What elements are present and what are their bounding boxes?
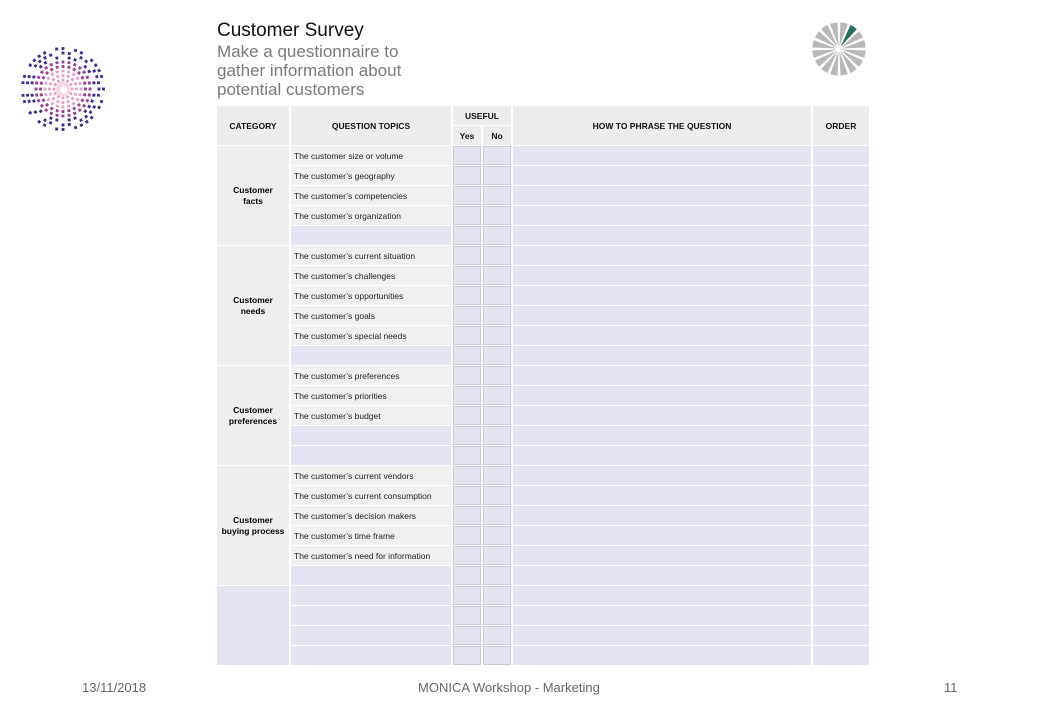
- question-topic-cell[interactable]: [291, 646, 451, 665]
- phrase-input-cell[interactable]: [513, 506, 811, 525]
- order-input-cell[interactable]: [813, 426, 869, 445]
- question-topic-cell: The customer’s budget: [291, 406, 451, 425]
- header-useful: USEFUL: [453, 106, 511, 125]
- useful-yes-checkbox[interactable]: [453, 306, 481, 325]
- useful-yes-checkbox[interactable]: [453, 386, 481, 405]
- useful-no-checkbox[interactable]: [483, 566, 511, 585]
- phrase-input-cell[interactable]: [513, 486, 811, 505]
- category-cell: Customer preferences: [217, 366, 289, 465]
- useful-yes-checkbox[interactable]: [453, 406, 481, 425]
- order-input-cell[interactable]: [813, 166, 869, 185]
- table-row: [217, 606, 869, 625]
- phrase-input-cell[interactable]: [513, 346, 811, 365]
- useful-no-checkbox[interactable]: [483, 606, 511, 625]
- useful-yes-checkbox[interactable]: [453, 546, 481, 565]
- useful-no-checkbox[interactable]: [483, 346, 511, 365]
- useful-yes-checkbox[interactable]: [453, 286, 481, 305]
- table-row: [217, 506, 869, 525]
- useful-no-checkbox[interactable]: [483, 246, 511, 265]
- useful-no-checkbox[interactable]: [483, 306, 511, 325]
- useful-no-checkbox[interactable]: [483, 646, 511, 665]
- order-input-cell[interactable]: [813, 606, 869, 625]
- phrase-input-cell[interactable]: [513, 546, 811, 565]
- question-topic-cell: The customer’s time frame: [291, 526, 451, 545]
- question-topic-cell[interactable]: [291, 426, 451, 445]
- table-row: [217, 346, 869, 365]
- question-topic-cell[interactable]: [291, 606, 451, 625]
- table-row: [217, 426, 869, 445]
- useful-no-checkbox[interactable]: [483, 486, 511, 505]
- useful-no-checkbox[interactable]: [483, 286, 511, 305]
- phrase-input-cell[interactable]: [513, 426, 811, 445]
- useful-no-checkbox[interactable]: [483, 186, 511, 205]
- table-row: [217, 466, 869, 485]
- phrase-input-cell[interactable]: [513, 626, 811, 645]
- table-row: [217, 386, 869, 405]
- order-input-cell[interactable]: [813, 346, 869, 365]
- table-row: [217, 246, 869, 265]
- table-row: [217, 446, 869, 465]
- useful-yes-checkbox[interactable]: [453, 186, 481, 205]
- header-category: CATEGORY: [217, 106, 289, 145]
- footer-date: 13/11/2018: [82, 680, 147, 695]
- useful-no-checkbox[interactable]: [483, 226, 511, 245]
- order-input-cell[interactable]: [813, 526, 869, 545]
- question-topic-cell: The customer’s priorities: [291, 386, 451, 405]
- useful-no-checkbox[interactable]: [483, 406, 511, 425]
- footer-page-number: 11: [944, 680, 958, 695]
- useful-no-checkbox[interactable]: [483, 466, 511, 485]
- survey-table: [215, 105, 871, 666]
- table-row: [217, 646, 869, 665]
- question-topic-cell[interactable]: [291, 346, 451, 365]
- useful-yes-checkbox[interactable]: [453, 266, 481, 285]
- useful-no-checkbox[interactable]: [483, 386, 511, 405]
- useful-yes-checkbox[interactable]: [453, 426, 481, 445]
- table-row: [217, 186, 869, 205]
- question-topic-cell: The customer’s decision makers: [291, 506, 451, 525]
- useful-yes-checkbox[interactable]: [453, 466, 481, 485]
- order-input-cell[interactable]: [813, 386, 869, 405]
- question-topic-cell: The customer size or volume: [291, 146, 451, 165]
- order-input-cell[interactable]: [813, 406, 869, 425]
- table-row: [217, 266, 869, 285]
- pie-progress-icon: [810, 20, 868, 78]
- useful-no-checkbox[interactable]: [483, 146, 511, 165]
- phrase-input-cell[interactable]: [513, 366, 811, 385]
- order-input-cell[interactable]: [813, 186, 869, 205]
- question-topic-cell: The customer’s need for information: [291, 546, 451, 565]
- header-no: No: [483, 126, 511, 145]
- question-topic-cell: The customer’s preferences: [291, 366, 451, 385]
- phrase-input-cell[interactable]: [513, 286, 811, 305]
- table-row: [217, 326, 869, 345]
- useful-yes-checkbox[interactable]: [453, 166, 481, 185]
- sunburst-logo-icon: [18, 44, 108, 134]
- useful-no-checkbox[interactable]: [483, 626, 511, 645]
- order-input-cell[interactable]: [813, 226, 869, 245]
- order-input-cell[interactable]: [813, 486, 869, 505]
- phrase-input-cell[interactable]: [513, 646, 811, 665]
- table-row: [217, 526, 869, 545]
- order-input-cell[interactable]: [813, 306, 869, 325]
- phrase-input-cell[interactable]: [513, 186, 811, 205]
- category-cell: Customer facts: [217, 146, 289, 245]
- table-row: [217, 626, 869, 645]
- phrase-input-cell[interactable]: [513, 606, 811, 625]
- useful-no-checkbox[interactable]: [483, 326, 511, 345]
- question-topic-cell: The customer’s current situation: [291, 246, 451, 265]
- question-topic-cell[interactable]: [291, 226, 451, 245]
- useful-yes-checkbox[interactable]: [453, 246, 481, 265]
- useful-no-checkbox[interactable]: [483, 266, 511, 285]
- page-title: Customer Survey: [217, 20, 364, 41]
- table-row: [217, 486, 869, 505]
- question-topic-cell: The customer’s competencies: [291, 186, 451, 205]
- phrase-input-cell[interactable]: [513, 406, 811, 425]
- table-row: [217, 546, 869, 565]
- question-topic-cell: The customer’s organization: [291, 206, 451, 225]
- question-topic-cell: The customer’s current vendors: [291, 466, 451, 485]
- order-input-cell[interactable]: [813, 286, 869, 305]
- order-input-cell[interactable]: [813, 506, 869, 525]
- phrase-input-cell[interactable]: [513, 326, 811, 345]
- order-input-cell[interactable]: [813, 566, 869, 585]
- table-row: [217, 206, 869, 225]
- useful-no-checkbox[interactable]: [483, 426, 511, 445]
- phrase-input-cell[interactable]: [513, 306, 811, 325]
- useful-yes-checkbox[interactable]: [453, 346, 481, 365]
- phrase-input-cell[interactable]: [513, 266, 811, 285]
- table-row: [217, 146, 869, 165]
- page-subtitle: Make a questionnaire to gather information about potential customers: [217, 42, 402, 99]
- question-topic-cell: The customer’s geography: [291, 166, 451, 185]
- phrase-input-cell[interactable]: [513, 466, 811, 485]
- category-cell: Customer needs: [217, 246, 289, 365]
- phrase-input-cell[interactable]: [513, 166, 811, 185]
- order-input-cell[interactable]: [813, 146, 869, 165]
- header-order: ORDER: [813, 106, 869, 145]
- order-input-cell[interactable]: [813, 366, 869, 385]
- useful-no-checkbox[interactable]: [483, 206, 511, 225]
- question-topic-cell: The customer’s current consumption: [291, 486, 451, 505]
- question-topic-cell[interactable]: [291, 626, 451, 645]
- category-cell: [217, 586, 289, 665]
- question-topic-cell: The customer’s challenges: [291, 266, 451, 285]
- order-input-cell[interactable]: [813, 466, 869, 485]
- useful-yes-checkbox[interactable]: [453, 606, 481, 625]
- order-input-cell[interactable]: [813, 586, 869, 605]
- phrase-input-cell[interactable]: [513, 246, 811, 265]
- useful-no-checkbox[interactable]: [483, 586, 511, 605]
- question-topic-cell[interactable]: [291, 566, 451, 585]
- useful-yes-checkbox[interactable]: [453, 226, 481, 245]
- useful-yes-checkbox[interactable]: [453, 366, 481, 385]
- order-input-cell[interactable]: [813, 446, 869, 465]
- question-topic-cell[interactable]: [291, 586, 451, 605]
- useful-yes-checkbox[interactable]: [453, 446, 481, 465]
- table-row: [217, 366, 869, 385]
- useful-yes-checkbox[interactable]: [453, 586, 481, 605]
- useful-no-checkbox[interactable]: [483, 446, 511, 465]
- header-yes: Yes: [453, 126, 481, 145]
- order-input-cell[interactable]: [813, 246, 869, 265]
- phrase-input-cell[interactable]: [513, 566, 811, 585]
- order-input-cell[interactable]: [813, 646, 869, 665]
- useful-no-checkbox[interactable]: [483, 546, 511, 565]
- order-input-cell[interactable]: [813, 326, 869, 345]
- footer-title: MONICA Workshop - Marketing: [418, 680, 600, 695]
- phrase-input-cell[interactable]: [513, 586, 811, 605]
- table-row: [217, 566, 869, 585]
- useful-yes-checkbox[interactable]: [453, 626, 481, 645]
- useful-no-checkbox[interactable]: [483, 166, 511, 185]
- useful-yes-checkbox[interactable]: [453, 146, 481, 165]
- useful-yes-checkbox[interactable]: [453, 326, 481, 345]
- order-input-cell[interactable]: [813, 626, 869, 645]
- phrase-input-cell[interactable]: [513, 146, 811, 165]
- phrase-input-cell[interactable]: [513, 446, 811, 465]
- useful-no-checkbox[interactable]: [483, 506, 511, 525]
- useful-yes-checkbox[interactable]: [453, 506, 481, 525]
- useful-no-checkbox[interactable]: [483, 366, 511, 385]
- header-topics: QUESTION TOPICS: [291, 106, 451, 145]
- useful-yes-checkbox[interactable]: [453, 566, 481, 585]
- table-row: [217, 286, 869, 305]
- table-row: [217, 166, 869, 185]
- phrase-input-cell[interactable]: [513, 206, 811, 225]
- useful-yes-checkbox[interactable]: [453, 206, 481, 225]
- order-input-cell[interactable]: [813, 206, 869, 225]
- header-phrase: HOW TO PHRASE THE QUESTION: [513, 106, 811, 145]
- phrase-input-cell[interactable]: [513, 386, 811, 405]
- table-row: [217, 226, 869, 245]
- table-row: [217, 586, 869, 605]
- useful-yes-checkbox[interactable]: [453, 526, 481, 545]
- useful-yes-checkbox[interactable]: [453, 486, 481, 505]
- useful-yes-checkbox[interactable]: [453, 646, 481, 665]
- table-row: [217, 406, 869, 425]
- phrase-input-cell[interactable]: [513, 526, 811, 545]
- question-topic-cell: The customer’s opportunities: [291, 286, 451, 305]
- useful-no-checkbox[interactable]: [483, 526, 511, 545]
- table-row: [217, 306, 869, 325]
- order-input-cell[interactable]: [813, 266, 869, 285]
- category-cell: Customer buying process: [217, 466, 289, 585]
- question-topic-cell[interactable]: [291, 446, 451, 465]
- question-topic-cell: The customer’s special needs: [291, 326, 451, 345]
- question-topic-cell: The customer’s goals: [291, 306, 451, 325]
- order-input-cell[interactable]: [813, 546, 869, 565]
- phrase-input-cell[interactable]: [513, 226, 811, 245]
